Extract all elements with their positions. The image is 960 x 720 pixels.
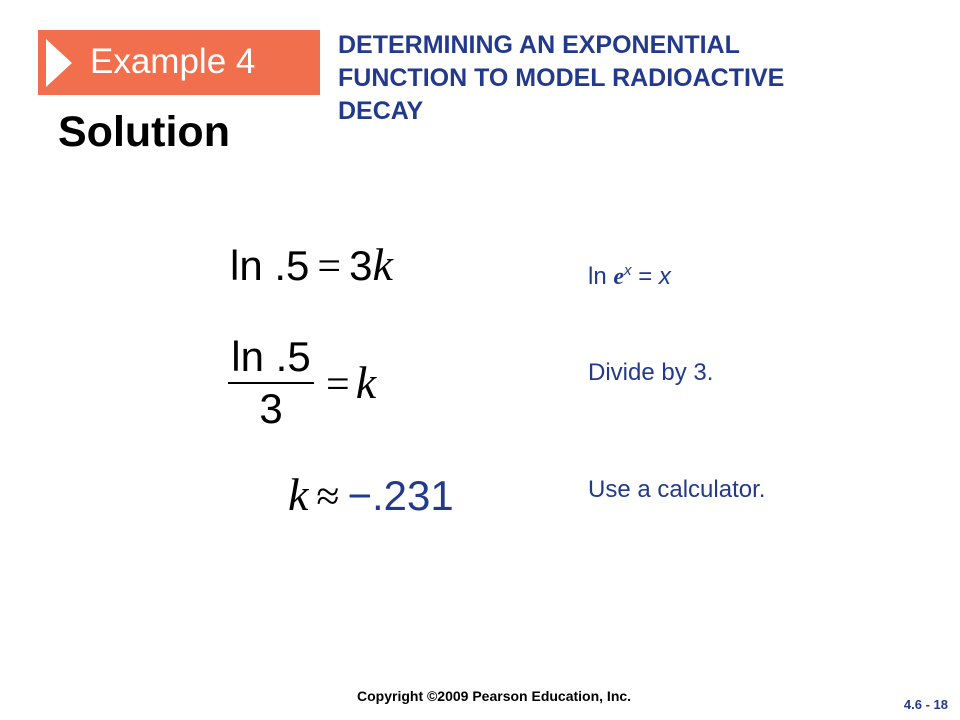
step-1-note [588, 256, 671, 292]
topic-line: DETERMINING AN EXPONENTIAL [338, 31, 740, 59]
play-arrow-icon [46, 39, 72, 87]
variable-k: k [288, 469, 309, 520]
fraction [228, 334, 314, 432]
equation-step-3 [288, 470, 454, 522]
fraction-numerator: ln .5 [231, 333, 311, 380]
page-number: 4.6 - 18 [903, 697, 948, 712]
note-variable: x [658, 263, 671, 290]
step-3-note: Use a calculator. [588, 476, 766, 503]
equation-lhs: ln .5 [230, 242, 310, 289]
result-value: −.231 [347, 472, 454, 519]
equals-sign: = [326, 362, 350, 408]
example-banner [38, 30, 320, 95]
step-2-note: Divide by 3. [588, 359, 714, 386]
topic-line: DECAY [338, 97, 424, 125]
variable-k: k [355, 357, 377, 408]
variable-k: k [372, 239, 393, 290]
equation-step-1 [230, 240, 393, 292]
fraction-bar [228, 382, 314, 384]
fraction-denominator: 3 [259, 385, 283, 432]
equals-sign: = [317, 244, 342, 290]
note-exponent: x [624, 262, 632, 279]
approx-sign: ≈ [316, 474, 340, 520]
example-label: Example 4 [90, 42, 256, 81]
note-base-e: e [613, 264, 625, 290]
equation-rhs [320, 358, 376, 410]
note-equals: = [638, 263, 653, 290]
note-ln: ln [588, 263, 607, 290]
topic-line: FUNCTION TO MODEL RADIOACTIVE [338, 64, 785, 92]
section-title: Solution [58, 108, 230, 156]
example-topic [338, 29, 938, 128]
equation-coefficient: 3 [349, 242, 373, 289]
copyright-text: Copyright ©2009 Pearson Education, Inc. [357, 688, 632, 704]
